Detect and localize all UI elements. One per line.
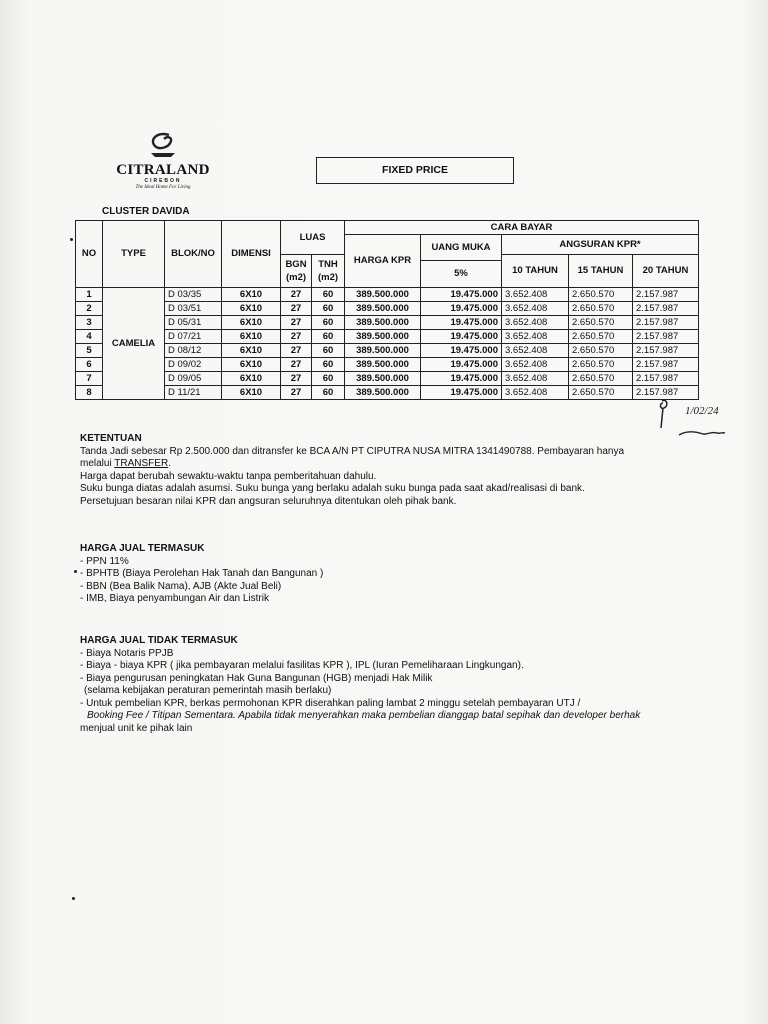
termasuk-item: - IMB, Biaya penyambungan Air dan Listrik: [80, 593, 269, 604]
cell-tnh: 60: [312, 330, 345, 344]
cell-harga-kpr: 389.500.000: [345, 358, 421, 372]
cell-15-tahun: 2.650.570: [569, 358, 633, 372]
cell-dimensi: 6X10: [222, 302, 281, 316]
table-row: [76, 372, 699, 386]
tidak-termasuk-item: (selama kebijakan peraturan pemerintah masih berlaku): [84, 685, 332, 696]
ketentuan-line-4: Suku bunga diatas adalah asumsi. Suku bunga yang berlaku adalah suku bunga pada saat akad/realisasi di bank.: [80, 483, 585, 494]
cell-20-tahun: 2.157.987: [633, 372, 699, 386]
cluster-title: CLUSTER DAVIDA: [102, 206, 190, 217]
cell-bgn: 27: [281, 358, 312, 372]
citraland-emblem-icon: [143, 132, 183, 160]
ketentuan-line-1: Tanda Jadi sebesar Rp 2.500.000 dan ditransfer ke BCA A/N PT CIPUTRA NUSA MITRA 1341490788. Pembayaran hanya: [80, 445, 625, 457]
handwritten-signature-icon: [655, 398, 730, 440]
header-cara-bayar: CARA BAYAR: [345, 221, 699, 235]
citraland-logo: [108, 132, 218, 190]
header-type: TYPE: [103, 221, 165, 288]
header-dimensi: DIMENSI: [222, 221, 281, 288]
ketentuan-section: [80, 433, 624, 508]
cell-no: 4: [76, 330, 103, 344]
tidak-termasuk-item: - Biaya - biaya KPR ( jika pembayaran melalui fasilitas KPR ), IPL (Iuran Pemeliharaan Lingkungan).: [80, 660, 524, 671]
cell-10-tahun: 3.652.408: [502, 330, 569, 344]
cell-15-tahun: 2.650.570: [569, 330, 633, 344]
cell-no: 2: [76, 302, 103, 316]
cell-20-tahun: 2.157.987: [633, 316, 699, 330]
cell-type: CAMELIA: [103, 288, 165, 400]
table-row: [76, 316, 699, 330]
cell-harga-kpr: 389.500.000: [345, 372, 421, 386]
table-row: [76, 330, 699, 344]
ketentuan-line-2-suffix: .: [168, 458, 171, 469]
table-row: [76, 386, 699, 400]
cell-tnh: 60: [312, 386, 345, 400]
cell-no: 8: [76, 386, 103, 400]
cell-dimensi: 6X10: [222, 288, 281, 302]
price-table-body: [76, 288, 699, 400]
header-tnh: TNH (m2): [312, 255, 345, 288]
cell-blok: D 05/31: [165, 316, 222, 330]
scan-speck: [70, 238, 73, 241]
price-table: [75, 220, 699, 400]
cell-20-tahun: 2.157.987: [633, 358, 699, 372]
header-uang-muka-percent: 5%: [421, 261, 502, 288]
cell-no: 3: [76, 316, 103, 330]
cell-uang-muka: 19.475.000: [421, 344, 502, 358]
cell-blok: D 03/51: [165, 302, 222, 316]
cell-bgn: 27: [281, 316, 312, 330]
header-20-tahun: 20 TAHUN: [633, 255, 699, 288]
termasuk-item: - BBN (Bea Balik Nama), AJB (Akte Jual Beli): [80, 580, 282, 592]
header-angsuran: ANGSURAN KPR*: [502, 235, 699, 255]
cell-10-tahun: 3.652.408: [502, 302, 569, 316]
table-row: [76, 344, 699, 358]
cell-bgn: 27: [281, 302, 312, 316]
cell-15-tahun: 2.650.570: [569, 372, 633, 386]
cell-10-tahun: 3.652.408: [502, 386, 569, 400]
cell-no: 5: [76, 344, 103, 358]
cell-20-tahun: 2.157.987: [633, 288, 699, 302]
cell-15-tahun: 2.650.570: [569, 302, 633, 316]
cell-bgn: 27: [281, 288, 312, 302]
cell-dimensi: 6X10: [222, 344, 281, 358]
header-blok: BLOK/NO: [165, 221, 222, 288]
logo-brand: CITRALAND: [116, 162, 210, 178]
cell-15-tahun: 2.650.570: [569, 344, 633, 358]
cell-blok: D 03/35: [165, 288, 222, 302]
termasuk-section: [80, 543, 323, 606]
tidak-termasuk-item: - Biaya Notaris PPJB: [80, 647, 174, 659]
cell-20-tahun: 2.157.987: [633, 344, 699, 358]
cell-harga-kpr: 389.500.000: [345, 316, 421, 330]
cell-tnh: 60: [312, 344, 345, 358]
cell-uang-muka: 19.475.000: [421, 288, 502, 302]
cell-bgn: 27: [281, 372, 312, 386]
cell-uang-muka: 19.475.000: [421, 302, 502, 316]
header-luas: LUAS: [281, 221, 345, 255]
header-no: NO: [76, 221, 103, 288]
ketentuan-transfer: TRANSFER: [114, 458, 169, 469]
cell-tnh: 60: [312, 302, 345, 316]
cell-blok: D 11/21: [165, 386, 222, 400]
cell-harga-kpr: 389.500.000: [345, 302, 421, 316]
cell-uang-muka: 19.475.000: [421, 372, 502, 386]
cell-blok: D 07/21: [165, 330, 222, 344]
cell-dimensi: 6X10: [222, 386, 281, 400]
scan-speck: [74, 570, 77, 573]
cell-bgn: 27: [281, 386, 312, 400]
termasuk-title: HARGA JUAL TERMASUK: [80, 543, 205, 554]
cell-20-tahun: 2.157.987: [633, 330, 699, 344]
table-row: [76, 302, 699, 316]
termasuk-item: - PPN 11%: [80, 555, 129, 567]
table-row: [76, 288, 699, 302]
tidak-termasuk-title: HARGA JUAL TIDAK TERMASUK: [80, 635, 238, 646]
cell-tnh: 60: [312, 288, 345, 302]
cell-10-tahun: 3.652.408: [502, 344, 569, 358]
tidak-termasuk-item: Booking Fee / Titipan Sementara. Apabila tidak menyerahkan maka pembelian dianggap batal sepihak dan developer berhak: [87, 710, 641, 721]
cell-uang-muka: 19.475.000: [421, 386, 502, 400]
logo-tagline: The Ideal Home For Living: [135, 185, 191, 190]
cell-tnh: 60: [312, 358, 345, 372]
cell-no: 6: [76, 358, 103, 372]
cell-20-tahun: 2.157.987: [633, 302, 699, 316]
cell-15-tahun: 2.650.570: [569, 316, 633, 330]
cell-uang-muka: 19.475.000: [421, 316, 502, 330]
fixed-price-box: FIXED PRICE: [316, 157, 514, 184]
cell-harga-kpr: 389.500.000: [345, 330, 421, 344]
header-harga-kpr: HARGA KPR: [345, 235, 421, 288]
cell-dimensi: 6X10: [222, 316, 281, 330]
tidak-termasuk-item: - Untuk pembelian KPR, berkas permohonan KPR diserahkan paling lambat 2 minggu setelah pembayaran UTJ /: [80, 697, 581, 709]
cell-harga-kpr: 389.500.000: [345, 386, 421, 400]
header-15-tahun: 15 TAHUN: [569, 255, 633, 288]
cell-20-tahun: 2.157.987: [633, 386, 699, 400]
cell-uang-muka: 19.475.000: [421, 358, 502, 372]
cell-10-tahun: 3.652.408: [502, 358, 569, 372]
header-uang-muka: UANG MUKA: [421, 235, 502, 261]
ketentuan-line-5: Persetujuan besaran nilai KPR dan angsuran seluruhnya ditentukan oleh pihak bank.: [80, 495, 457, 507]
tidak-termasuk-item: menjual unit ke pihak lain: [80, 722, 193, 734]
cell-uang-muka: 19.475.000: [421, 330, 502, 344]
cell-blok: D 08/12: [165, 344, 222, 358]
cell-tnh: 60: [312, 316, 345, 330]
tidak-termasuk-item: - Biaya pengurusan peningkatan Hak Guna Bangunan (HGB) menjadi Hak Milik: [80, 672, 433, 684]
cell-harga-kpr: 389.500.000: [345, 344, 421, 358]
ketentuan-title: KETENTUAN: [80, 433, 142, 444]
cell-10-tahun: 3.652.408: [502, 316, 569, 330]
cell-10-tahun: 3.652.408: [502, 288, 569, 302]
cell-harga-kpr: 389.500.000: [345, 288, 421, 302]
cell-dimensi: 6X10: [222, 358, 281, 372]
cell-tnh: 60: [312, 372, 345, 386]
header-bgn: BGN (m2): [281, 255, 312, 288]
cell-dimensi: 6X10: [222, 372, 281, 386]
cell-bgn: 27: [281, 344, 312, 358]
table-row: [76, 358, 699, 372]
cell-bgn: 27: [281, 330, 312, 344]
handwritten-date: 1/02/24: [685, 405, 719, 417]
scan-speck: [72, 897, 75, 900]
cell-blok: D 09/05: [165, 372, 222, 386]
cell-no: 1: [76, 288, 103, 302]
cell-blok: D 09/02: [165, 358, 222, 372]
logo-subtitle: CIREBON: [144, 178, 182, 184]
header-10-tahun: 10 TAHUN: [502, 255, 569, 288]
ketentuan-line-3: Harga dapat berubah sewaktu-waktu tanpa pemberitahuan dahulu.: [80, 470, 377, 482]
cell-no: 7: [76, 372, 103, 386]
ketentuan-line-2-prefix: melalui: [80, 458, 115, 469]
cell-dimensi: 6X10: [222, 330, 281, 344]
tidak-termasuk-section: [80, 635, 640, 735]
cell-15-tahun: 2.650.570: [569, 288, 633, 302]
cell-15-tahun: 2.650.570: [569, 386, 633, 400]
termasuk-item: - BPHTB (Biaya Perolehan Hak Tanah dan Bangunan ): [80, 568, 324, 579]
ketentuan-line-2: [80, 458, 624, 471]
cell-10-tahun: 3.652.408: [502, 372, 569, 386]
